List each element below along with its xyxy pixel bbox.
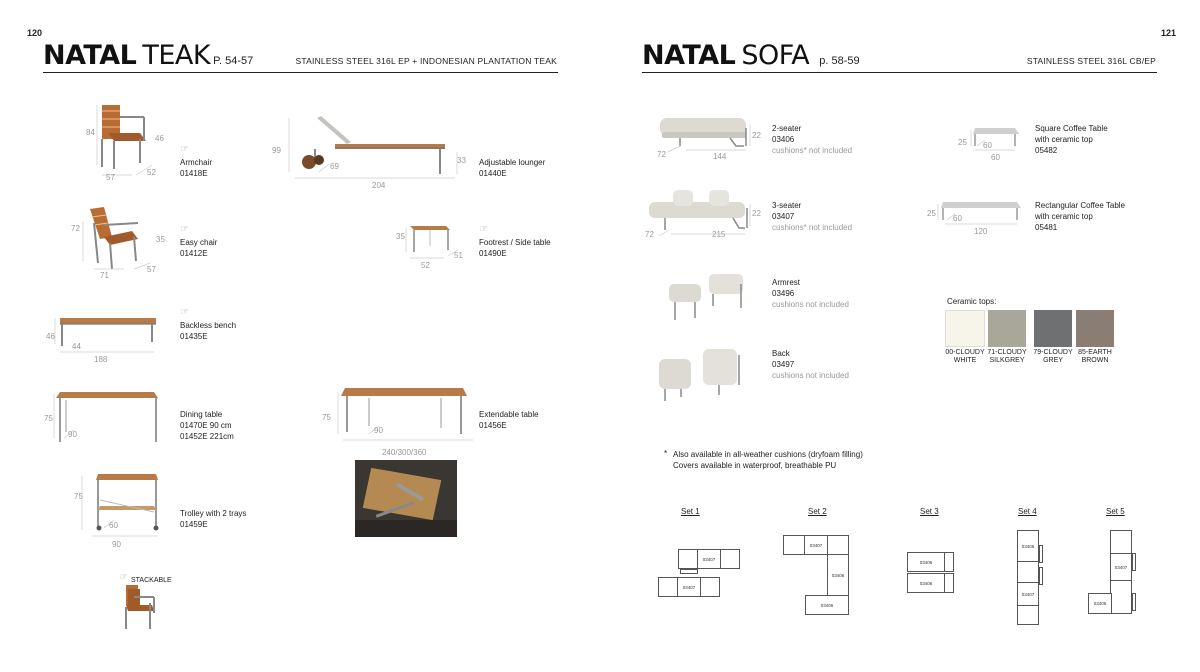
stacked-chairs-drawing [118,583,163,633]
footnote [673,449,863,471]
ceramic-swatch-label: 71-CLOUDY SILKGREY [987,349,1027,364]
dim-label: 72 [645,230,654,239]
set-label-4: Set 4 [1018,507,1037,516]
back-drawing [655,345,750,405]
material-caption: STAINLESS STEEL 316L EP + INDONESIAN PLANTATION TEAK [295,56,557,66]
product-label-back [772,348,849,381]
section-title-teak [43,40,253,71]
dim-label: 60 [991,153,1000,162]
extendable-table-photo [355,460,457,537]
product-code: 01470E 90 cm [180,421,232,430]
dim-label: 72 [71,224,80,233]
product-code: 01412E [180,249,208,258]
product-name: with ceramic top [1035,212,1093,221]
product-label-three-seater [772,200,852,233]
footnote-asterisk: * [664,449,668,458]
page-number-left: 120 [27,28,43,38]
dim-label: 99 [272,146,281,155]
module-code: 03407 [1110,553,1132,581]
product-note: cushions* not included [772,223,853,232]
product-label-footrest [479,237,551,259]
module-code: 03406 [907,573,945,593]
three-seater-drawing [645,186,765,241]
set-label-1: Set 1 [681,507,700,516]
set-label-3: Set 3 [920,507,939,516]
armrest-drawing [665,270,755,330]
dim-label: 52 [421,261,430,270]
ceramic-swatch-earth-brown [1076,310,1114,347]
footnote-line: Covers available in waterproof, breathable PU [673,461,837,470]
two-seater-drawing [650,110,760,160]
adjustable-lounger-drawing [285,112,465,192]
pointing-hand-icon: ☞ [479,224,488,235]
pointing-hand-icon: ☞ [180,144,189,155]
backless-bench-drawing [52,314,162,356]
product-line: SOFA [741,40,810,71]
module-code: 03407 [697,549,721,569]
dim-label: 90 [112,540,121,549]
dim-label: 84 [86,128,95,137]
extendable-table-drawing [335,384,480,446]
page-reference: p. 58-59 [819,55,860,67]
page-reference: P. 54-57 [213,55,254,67]
product-name: Easy chair [180,238,218,247]
module-code: 03406 [907,552,945,572]
product-code: 01459E [180,520,208,529]
dim-label: 90 [374,426,383,435]
module-code: 03406 [827,554,849,596]
dim-label: 33 [457,156,466,165]
dim-label: 35 [156,235,165,244]
dim-label: 60 [109,521,118,530]
module-code: 03407 [677,577,701,597]
brand-name: NATAL [642,40,736,71]
dining-table-drawing [52,388,164,448]
module-code: 03406 [1017,530,1039,562]
dim-label: 60 [953,214,962,223]
dim-label: 52 [147,168,156,177]
ceramic-tops-title: Ceramic tops: [947,297,997,306]
product-name: Trolley with 2 trays [180,509,247,518]
product-label-trolley [180,508,246,530]
stackable-label: STACKABLE [131,577,172,584]
dim-label: 75 [44,414,53,423]
ceramic-swatch-cloudy-silkgrey [988,310,1026,347]
product-code: 05481 [1035,223,1058,232]
product-code: 03406 [772,135,795,144]
ceramic-swatch-label: 00-CLOUDY WHITE [945,349,985,364]
dim-label: 90 [68,430,77,439]
product-label-backless-bench [180,320,236,342]
dim-label: 75 [322,413,331,422]
product-label-two-seater [772,123,852,156]
product-label-easy-chair [180,237,217,259]
brand-name: NATAL [43,40,137,71]
dim-label: 57 [147,265,156,274]
dim-label: 60 [983,141,992,150]
dim-label: 188 [94,355,108,364]
product-name: Extendable table [479,410,539,419]
module-code: 03407 [804,535,828,555]
footrest-side-table-drawing [400,222,470,267]
dim-label: 35 [396,232,405,241]
dim-label: 69 [330,162,339,171]
product-line: TEAK [142,40,211,71]
product-code: 03407 [772,212,795,221]
dim-label: 46 [155,134,164,143]
dim-label: 240/300/360 [382,448,427,457]
product-name: Back [772,349,790,358]
dim-label: 51 [454,251,463,260]
dim-label: 215 [712,230,726,239]
dim-label: 57 [106,173,115,182]
product-name: with ceramic top [1035,135,1093,144]
product-name: Dining table [180,410,223,419]
product-label-extendable-table [479,409,539,431]
product-note: cushions* not included [772,146,853,155]
section-title-sofa [642,40,860,71]
product-note: cushions not included [772,300,849,309]
pointing-hand-icon: ☞ [180,307,189,318]
product-code: 01452E 221cm [180,432,234,441]
product-code: 01456E [479,421,507,430]
dim-label: 25 [958,138,967,147]
product-code: 03496 [772,289,795,298]
product-name: Backless bench [180,321,237,330]
product-label-adjustable-lounger [479,157,545,179]
product-name: 2-seater [772,124,802,133]
product-name: Armrest [772,278,800,287]
product-name: Footrest / Side table [479,238,551,247]
product-name: Adjustable lounger [479,158,546,167]
product-code: 05482 [1035,146,1058,155]
product-name: 3-seater [772,201,802,210]
product-name: Square Coffee Table [1035,124,1108,133]
product-name: Rectangular Coffee Table [1035,201,1125,210]
page-number-right: 121 [1161,28,1177,38]
product-label-armchair [180,157,212,179]
module-code: 03406 [1088,593,1112,614]
dim-label: 22 [752,209,761,218]
product-code: 01490E [479,249,507,258]
ceramic-swatch-label: 85-EARTH BROWN [1078,349,1112,364]
product-code: 01435E [180,332,208,341]
set-label-5: Set 5 [1106,507,1125,516]
dim-label: 120 [974,227,988,236]
product-name: Armchair [180,158,213,167]
product-code: 03497 [772,360,795,369]
material-caption: STAINLESS STEEL 316L CB/EP [1026,56,1156,66]
dim-label: 22 [752,131,761,140]
product-label-armrest [772,277,849,310]
dim-label: 75 [74,492,83,501]
dim-label: 144 [713,152,727,161]
dim-label: 44 [72,342,81,351]
dim-label: 25 [927,209,936,218]
product-label-rectangular-coffee-table [1035,200,1125,233]
dim-label: 71 [100,271,109,280]
footnote-line: Also available in all-weather cushions (dryfoam filling) [673,450,863,459]
pointing-hand-icon: ☞ [180,224,189,235]
dim-label: 46 [46,332,55,341]
ceramic-swatch-cloudy-grey [1034,310,1072,347]
pointing-hand-icon: ☞ [119,572,128,583]
dim-label: 204 [372,181,386,190]
product-code: 01418E [180,169,208,178]
product-note: cushions not included [772,371,849,380]
trolley-drawing [68,470,168,540]
product-code: 01440E [479,169,507,178]
module-code: 03406 [805,595,849,615]
header-rule [642,72,1157,73]
ceramic-swatch-label: 79-CLOUDY GREY [1033,349,1073,364]
set-label-2: Set 2 [808,507,827,516]
dim-label: 72 [657,150,666,159]
product-label-square-coffee-table [1035,123,1108,156]
ceramic-swatch-cloudy-white [945,310,985,347]
header-rule [43,72,558,73]
module-code: 03407 [1017,582,1039,606]
product-label-dining-table [180,409,234,442]
